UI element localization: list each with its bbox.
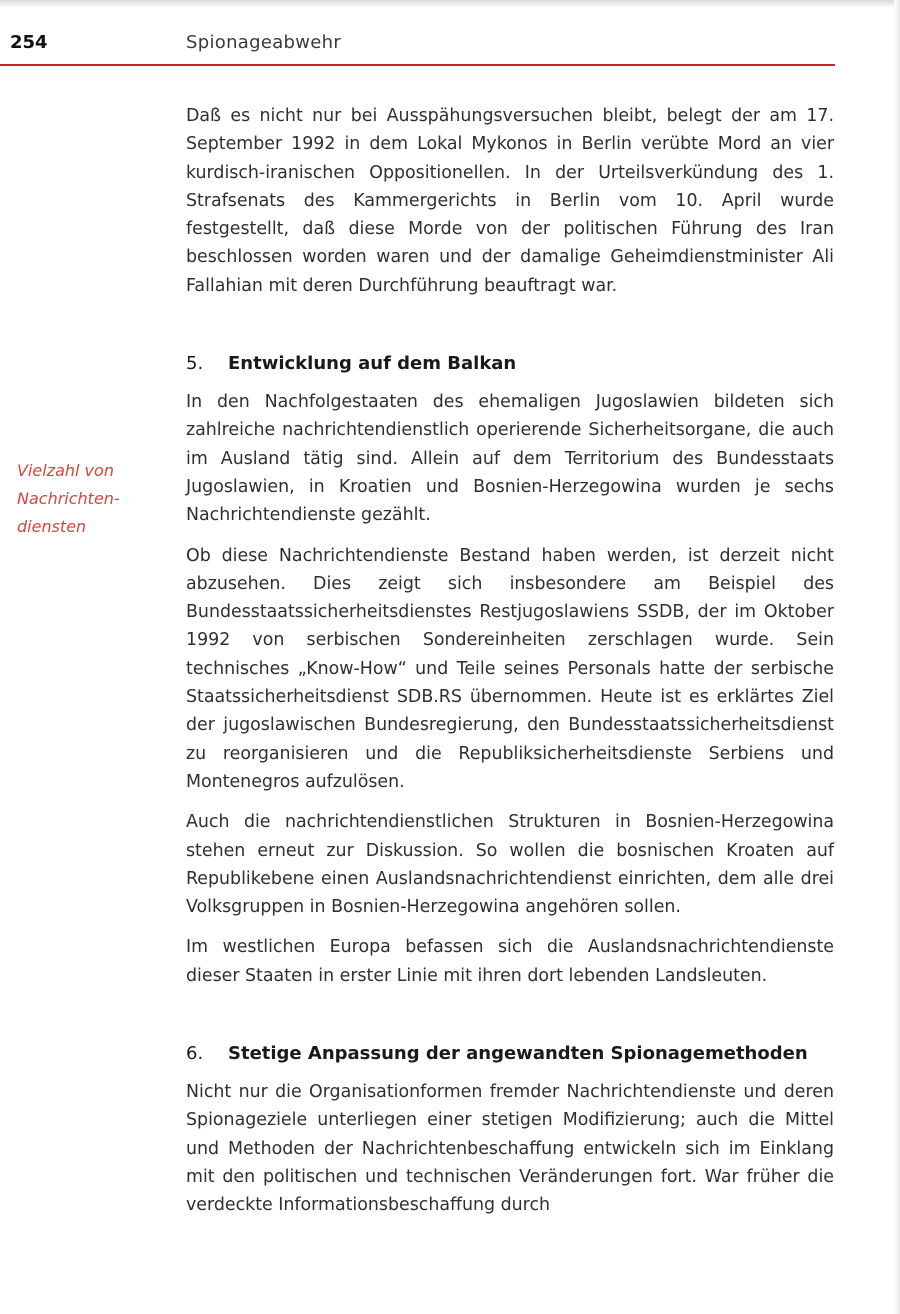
section-5-heading <box>186 350 834 378</box>
section-5-paragraph: Auch die nachrichtendienstlichen Strukturen in Bosnien-Herzegowina stehen erneut zur Diskussion. So wollen die bosnischen Kroaten auf Republikebene einen Auslandsnachrichtendienst einrichten, dem alle drei Volksgruppen in Bosnien-Herzegowina angehören sollen. <box>186 812 834 918</box>
section-5-paragraph: In den Nachfolgestaaten des ehemaligen Jugoslawien bildeten sich zahlreiche nachrichtendienstlich operierende Sicherheitsorgane, die auch im Ausland tätig sind. Allein auf dem Territorium des Bundesstaats Jugoslawien, in Kroatien und Bosnien-Herzegowina wurden je sechs Nachrichtendienste gezählt. <box>186 392 834 526</box>
section-5-paragraph: Im westlichen Europa befassen sich die Auslandsnachrichtendienste dieser Staaten in erster Linie mit ihren dort lebenden Landsleuten. <box>186 937 834 986</box>
page-header <box>0 30 835 66</box>
section-5-title: Entwicklung auf dem Balkan <box>228 353 517 375</box>
page-body <box>186 102 834 1220</box>
section-5-number: 5. <box>186 353 204 375</box>
running-head: Spionageabwehr <box>186 32 342 53</box>
section-6-heading <box>186 1040 834 1068</box>
page-top-shadow <box>0 0 900 8</box>
marginal-note: Vielzahl von Nachrichten- diensten <box>17 461 120 536</box>
section-6-paragraph: Nicht nur die Organisationformen fremder Nachrichtendienste und deren Spionageziele unterliegen einer stetigen Modifizierung; auch die Mittel und Methoden der Nachrichtenbeschaffung entwickeln sich im Einklang mit den politischen und technischen Veränderungen fort. War früher die verdeckte Informationsbeschaffung durch <box>186 1082 834 1216</box>
section-6-number: 6. <box>186 1043 204 1065</box>
page-number: 254 <box>10 32 48 53</box>
section-6-title: Stetige Anpassung der angewandten Spionagemethoden <box>228 1043 808 1065</box>
section-5-paragraph: Ob diese Nachrichtendienste Bestand haben werden, ist derzeit nicht abzusehen. Dies zeigt sich insbesondere am Beispiel des Bundesstaatssicherheitsdienstes Restjugoslawiens SSDB, der im Oktober 1992 von serbischen Sondereinheiten zerschlagen wurde. Sein technisches „Know-How“ und Teile seines Personals hatte der serbische Staatssicherheitsdienst SDB.RS übernommen. Heute ist es erklärtes Ziel der jugoslawischen Bundesregierung, den Bundesstaatssicherheitsdienst zu reorganisieren und die Republiksicherheitsdienste Serbiens und Montenegros aufzulösen. <box>186 545 834 792</box>
page-right-edge <box>894 0 900 1314</box>
intro-paragraph: Daß es nicht nur bei Ausspähungsversuchen bleibt, belegt der am 17. September 1992 in dem Lokal Mykonos in Berlin verübte Mord an vier kurdisch-iranischen Oppositionellen. In der Urteilsverkündung des 1. Strafsenats des Kammergerichts in Berlin vom 10. April wurde festgestellt, daß diese Morde von der politischen Führung des Iran beschlossen worden waren und der damalige Geheimdienstminister Ali Fallahian mit deren Durchführung beauftragt war. <box>186 106 834 296</box>
